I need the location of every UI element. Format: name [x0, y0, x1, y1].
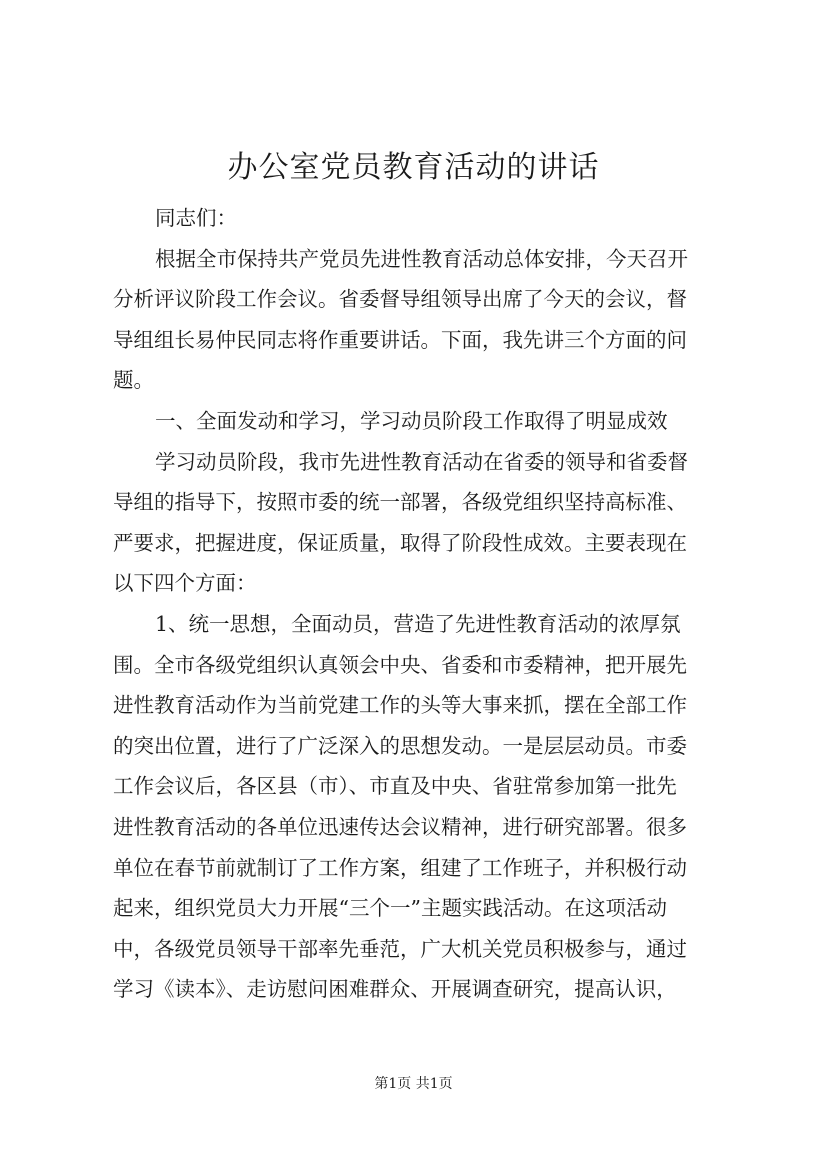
body-line: 进性教育活动的各单位迅速传达会议精神，进行研究部署。很多 — [113, 814, 687, 839]
body-line: 学习动员阶段，我市先进性教育活动在省委的领导和省委督 — [155, 449, 688, 474]
body-line: 导组组长易仲民同志将作重要讲话。下面，我先讲三个方面的问 — [113, 327, 687, 352]
body-line: 严要求，把握进度，保证质量，取得了阶段性成效。主要表现在 — [113, 530, 687, 555]
body-line: 进性教育活动作为当前党建工作的头等大事来抓，摆在全部工作 — [113, 693, 687, 718]
body-line: 根据全市保持共产党员先进性教育活动总体安排，今天召开 — [155, 246, 688, 271]
body-line: 工作会议后，各区县（市）、市直及中央、省驻常参加第一批先 — [113, 774, 677, 799]
body-line: 中，各级党员领导干部率先垂范，广大机关党员积极参与，通过 — [113, 936, 687, 961]
salutation-line: 同志们： — [155, 206, 237, 230]
body-line: 导组的指导下，按照市委的统一部署，各级党组织坚持高标准、 — [113, 490, 687, 515]
body-line: 单位在春节前就制订了工作方案，组建了工作班子，并积极行动 — [113, 855, 687, 880]
body-line: 题。 — [113, 368, 154, 393]
section-heading: 一、全面发动和学习，学习动员阶段工作取得了明显成效 — [155, 408, 668, 433]
body-line: 围。全市各级党组织认真领会中央、省委和市委精神，把开展先 — [113, 652, 687, 677]
body-line: 以下四个方面： — [113, 571, 257, 596]
document-body — [113, 198, 738, 1010]
body-line: 学习《读本》、走访慰问困难群众、开展调查研究，提高认识， — [113, 977, 677, 1002]
document-title: 办公室党员教育活动的讲话 — [227, 150, 600, 185]
body-line: 的突出位置，进行了广泛深入的思想发动。一是层层动员。市委 — [113, 733, 687, 758]
body-line: 1、统一思想，全面动员，营造了先进性教育活动的浓厚氛 — [155, 611, 681, 636]
body-line: 分析评议阶段工作会议。省委督导组领导出席了今天的会议，督 — [113, 287, 687, 312]
page-footer: 第1页 共1页 — [374, 1076, 453, 1092]
body-line: 起来，组织党员大力开展“三个一”主题实践活动。在这项活动 — [113, 896, 667, 921]
